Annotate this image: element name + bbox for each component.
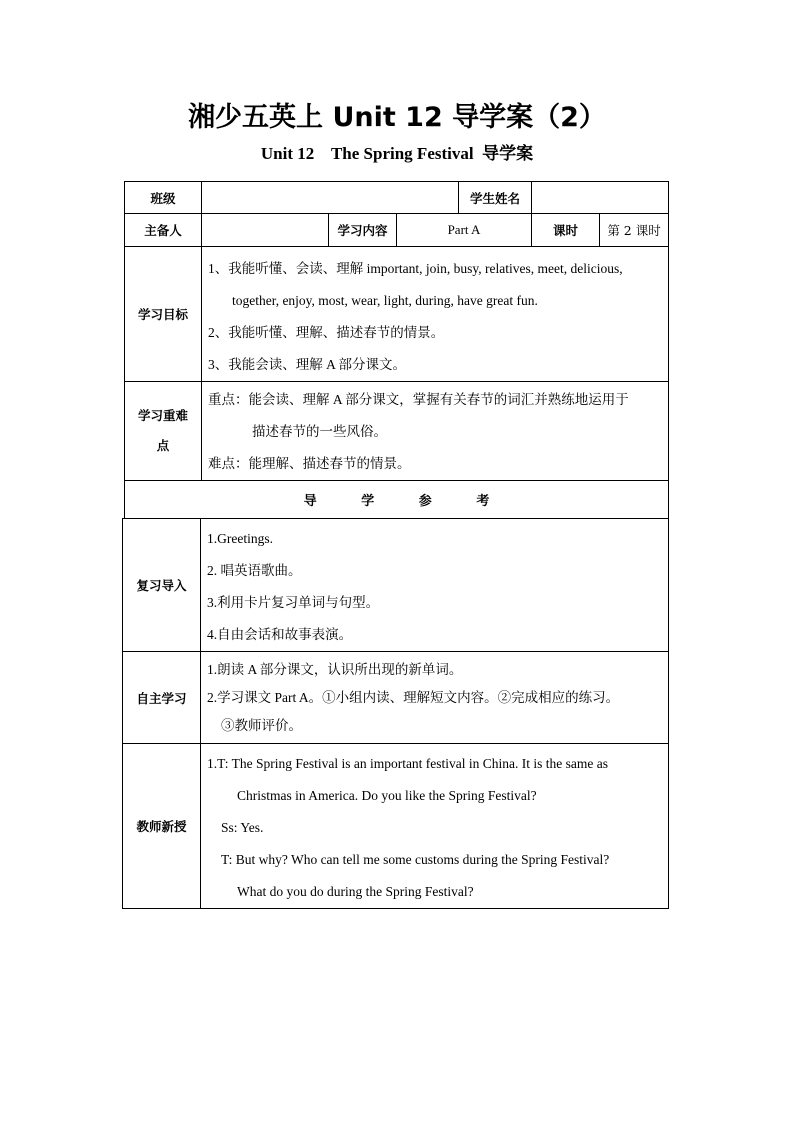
objective-line: 1、我能听懂、会读、理解 important, join, busy, relatives, meet, delicious,: [208, 261, 623, 276]
guide-char: 学: [361, 494, 375, 509]
info-table-main: [124, 181, 669, 519]
objectives-label: 学习目标: [125, 247, 202, 382]
review-cell: [201, 519, 669, 652]
objective-line: 3、我能会读、理解 A 部分课文。: [208, 357, 407, 372]
self-study-cell: [201, 652, 669, 744]
guide-reference-heading: [125, 481, 669, 519]
student-name-field[interactable]: [532, 182, 669, 214]
key-points-cell: [202, 382, 669, 481]
guide-table: [122, 518, 669, 909]
self-study-label: 自主学习: [123, 652, 201, 744]
period-label: 课时: [532, 214, 600, 247]
content-label: 学习内容: [329, 214, 397, 247]
guide-char: 参: [418, 494, 432, 509]
self-study-line: 2.学习课文 Part A。①小组内读、理解短文内容。②完成相应的练习。: [207, 690, 620, 705]
key-points-label: [125, 382, 202, 481]
self-study-line: 1.朗读 A 部分课文，认识所出现的新单词。: [207, 662, 463, 677]
self-study-line: ③教师评价。: [221, 718, 302, 733]
guide-char: 导: [303, 494, 317, 509]
objectives-cell: [202, 247, 669, 382]
class-field[interactable]: [202, 182, 459, 214]
document-subtitle: Unit 12 The Spring Festival 导学案: [260, 144, 534, 163]
objective-line: together, enjoy, most, wear, light, during, have great fun.: [232, 293, 538, 308]
review-line: 4.自由会话和故事表演。: [207, 627, 353, 642]
period-value: 第 2 课时: [600, 214, 669, 247]
teaching-line: Ss: Yes.: [221, 820, 264, 835]
objective-line: 2、我能听懂、理解、描述春节的情景。: [208, 325, 445, 340]
guide-char: 考: [476, 494, 490, 509]
teaching-line: What do you do during the Spring Festival?: [237, 884, 474, 899]
key-points-label-line2: 点: [156, 438, 170, 453]
class-label: 班级: [125, 182, 202, 214]
teaching-line: T: But why? Who can tell me some customs during the Spring Festival?: [221, 852, 610, 867]
review-line: 2. 唱英语歌曲。: [207, 563, 302, 578]
preparer-label: 主备人: [125, 214, 202, 247]
key-point-line: 重点：能会读、理解 A 部分课文，掌握有关春节的词汇并熟练地运用于: [208, 392, 629, 407]
review-line: 1.Greetings.: [207, 531, 273, 546]
key-point-line: 难点：能理解、描述春节的情景。: [208, 456, 411, 471]
review-line: 3.利用卡片复习单词与句型。: [207, 595, 380, 610]
student-name-label: 学生姓名: [459, 182, 532, 214]
teaching-line: Christmas in America. Do you like the Spring Festival?: [237, 788, 537, 803]
review-label: 复习导入: [123, 519, 201, 652]
teaching-label: 教师新授: [123, 744, 201, 909]
content-value: Part A: [397, 214, 532, 247]
preparer-field[interactable]: [202, 214, 329, 247]
key-point-line: 描述春节的一些风俗。: [252, 424, 387, 439]
document-title: 湘少五英上 Unit 12 导学案（2）: [188, 102, 606, 133]
key-points-label-line1: 学习重难: [137, 408, 188, 423]
teaching-line: 1.T: The Spring Festival is an important festival in China. It is the same as: [207, 756, 609, 771]
teaching-cell: [201, 744, 669, 909]
